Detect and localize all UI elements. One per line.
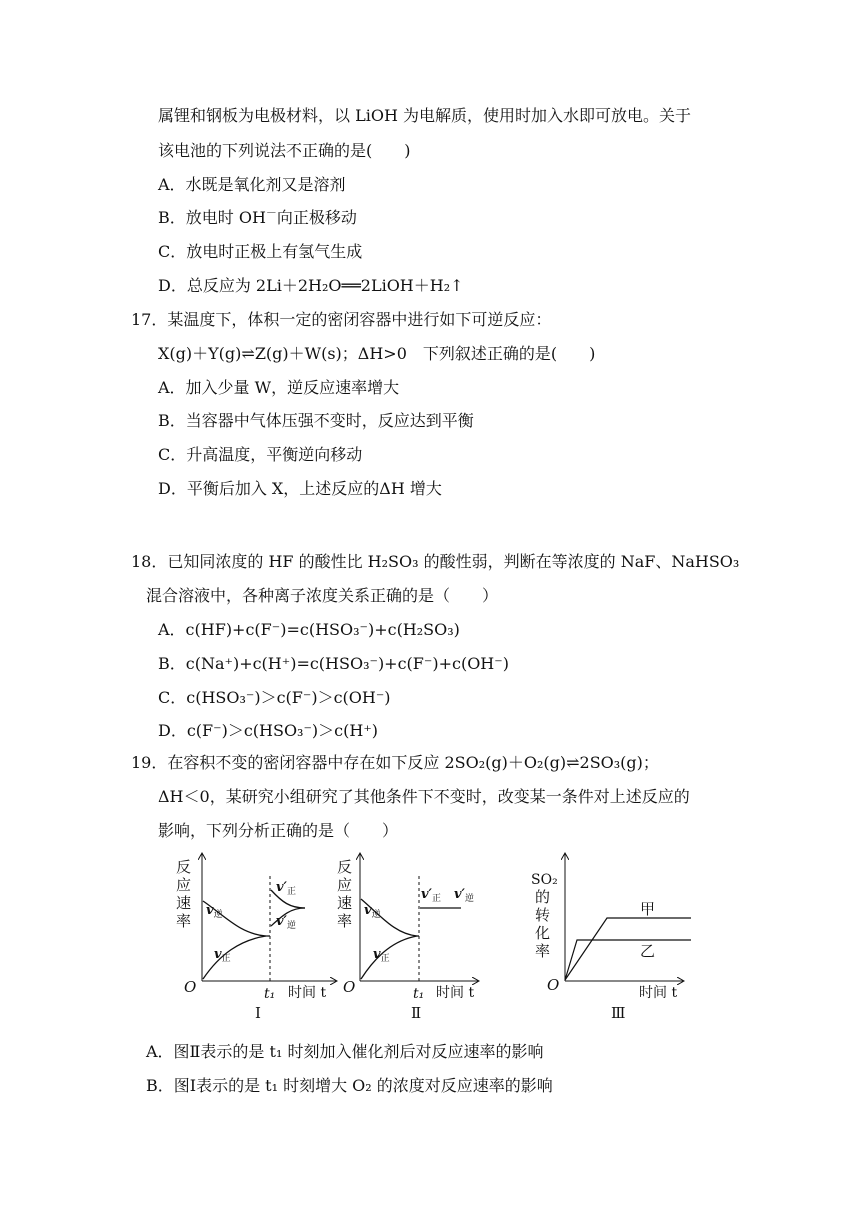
label-v-prime-reverse: $v'_逆$ [454,887,474,904]
caption: Ⅰ [255,1004,261,1021]
t1-label: t₁ [264,986,276,1002]
ylabel-char: 应 [176,876,192,894]
label-v-reverse: $v_逆$ [364,903,381,920]
label-v-reverse: $v_逆$ [206,903,223,920]
caption: Ⅲ [611,1004,626,1021]
origin-label: O [343,978,356,996]
figure-1-rate-vs-time [170,846,340,1021]
q19-stem-line2: ΔH＜0，某研究小组研究了其他条件下不变时，改变某一条件对上述反应的 [158,787,690,806]
q18-option-b: B．c(Na⁺)+c(H⁺)=c(HSO₃⁻)+c(F⁻)+c(OH⁻) [158,654,509,673]
q17-option-a: A．加入少量 W，逆反应速率增大 [158,378,400,397]
ylabel-char: 率 [337,912,353,930]
ylabel-char: 反 [176,858,192,876]
ylabel-char: 应 [337,876,353,894]
label-v-prime-forward: $v'_正$ [276,880,296,897]
q17-option-b: B．当容器中气体压强不变时，反应达到平衡 [158,411,474,430]
ylabel-char: 转 [535,906,551,924]
q19-stem-line1: 19．在容积不变的密闭容器中存在如下反应 2SO₂(g)＋O₂(g)⇌2SO₃(g)； [131,753,659,772]
q16-option-b: B．放电时 OH－向正极移动 [158,206,357,227]
ylabel-char: 化 [535,924,551,942]
q17-stem: 17．某温度下，体积一定的密闭容器中进行如下可逆反应： [131,310,552,329]
label-v-prime-forward: $v'_正$ [421,887,441,904]
q18-stem-line2: 混合溶液中，各种离子浓度关系正确的是（ ） [146,586,499,605]
q16-option-a: A．水既是氧化剂又是溶剂 [158,175,346,194]
t1-label: t₁ [413,986,425,1002]
caption: Ⅱ [411,1004,422,1021]
q16-option-c: C．放电时正极上有氢气生成 [158,242,363,261]
q19-option-b: B．图Ⅰ表示的是 t₁ 时刻增大 O₂ 的浓度对反应速率的影响 [146,1076,553,1095]
label-jia: 甲 [640,900,656,918]
label-v-forward: $v_正$ [373,947,390,964]
q17-option-c: C．升高温度，平衡逆向移动 [158,445,363,464]
q18-option-d: D．c(F⁻)＞c(HSO₃⁻)＞c(H⁺) [158,721,379,740]
xlabel: 时间 t [639,985,678,1001]
ylabel-char: 的 [535,888,551,906]
ylabel-char: 速 [337,894,353,912]
q16-stem-line1: 属锂和钢板为电极材料，以 LiOH 为电解质，使用时加入水即可放电。关于 [158,106,691,125]
label-v-forward: $v_正$ [214,947,231,964]
figure-3-conversion-vs-time [525,846,695,1021]
ylabel-char: 速 [176,894,192,912]
q18-option-a: A．c(HF)+c(F⁻)=c(HSO₃⁻)+c(H₂SO₃) [158,620,460,639]
xlabel: 时间 t [436,985,475,1001]
q17-equation: X(g)＋Y(g)⇌Z(g)＋W(s)；ΔH>0 下列叙述正确的是( ) [158,344,596,363]
q16-stem-line2: 该电池的下列说法不正确的是( ) [158,141,411,160]
ylabel-char: 率 [176,912,192,930]
q19-stem-line3: 影响，下列分析正确的是（ ） [158,821,399,840]
q18-stem-line1: 18．已知同浓度的 HF 的酸性比 H₂SO₃ 的酸性弱，判断在等浓度的 NaF、NaHSO₃ [131,552,740,571]
xlabel: 时间 t [288,985,327,1001]
ylabel-so2: SO₂ [531,872,558,888]
line-jia [565,918,691,980]
figure-2-rate-vs-time [333,846,503,1021]
label-yi: 乙 [640,942,656,960]
ylabel-char: 反 [337,858,353,876]
label-v-prime-reverse: $v'_逆$ [276,914,296,931]
origin-label: O [547,976,560,994]
curve-v-forward [203,936,266,979]
q19-option-a: A．图Ⅱ表示的是 t₁ 时刻加入催化剂后对反应速率的影响 [146,1042,544,1061]
line-yi [565,940,691,980]
q18-option-c: C．c(HSO₃⁻)＞c(F⁻)＞c(OH⁻) [158,688,391,707]
origin-label: O [184,978,197,996]
q16-option-d: D．总反应为 2Li＋2H₂O══2LiOH＋H₂↑ [158,276,464,295]
q17-option-d: D．平衡后加入 X，上述反应的ΔH 增大 [158,479,442,498]
ylabel-char: 率 [535,942,551,960]
